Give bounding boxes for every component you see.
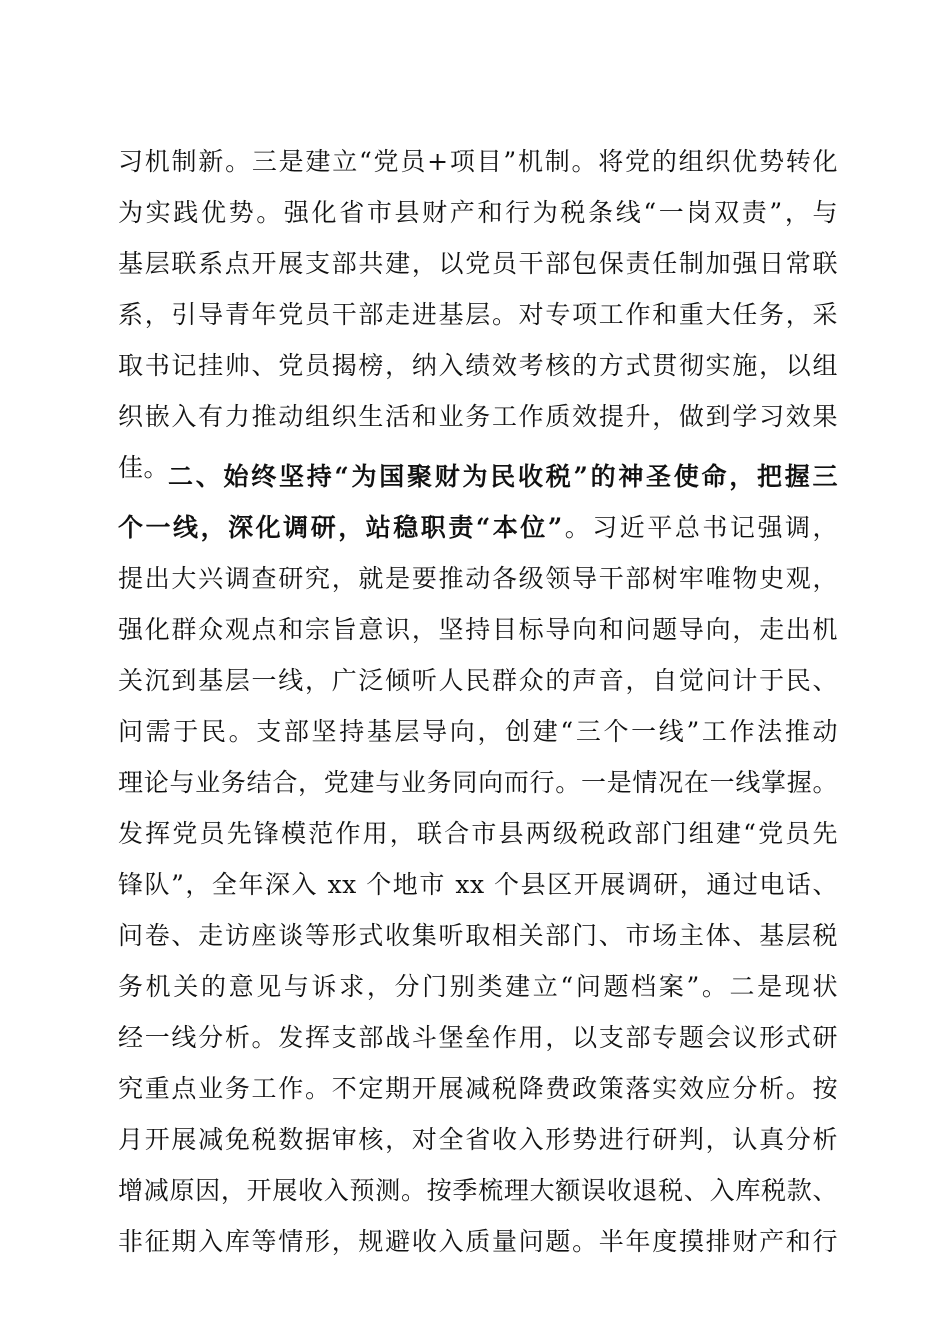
text-line: 问卷、走访座谈等形式收集听取相关部门、市场主体、基层税 bbox=[118, 921, 838, 950]
text-line: 理论与业务结合，党建与业务同向而行。一是情况在一线掌握。 bbox=[118, 768, 838, 797]
paragraph-1 bbox=[118, 136, 838, 493]
text-line: 取书记挂帅、党员揭榜，纳入绩效考核的方式贯彻实施，以组 bbox=[118, 351, 838, 380]
section-heading-end: 个一线，深化调研，站稳职责“本位” bbox=[118, 513, 563, 542]
paragraph-2 bbox=[118, 451, 838, 1267]
text-line: 为实践优势。强化省市县财产和行为税条线“一岗双责”，与 bbox=[118, 198, 838, 227]
text-line: 系，引导青年党员干部走进基层。对专项工作和重大任务，采 bbox=[118, 300, 838, 329]
text-line: 问需于民。支部坚持基层导向，创建“三个一线”工作法推动 bbox=[118, 717, 838, 746]
text-line: 月开展减免税数据审核，对全省收入形势进行研判，认真分析 bbox=[118, 1125, 838, 1154]
text-line: 务机关的意见与诉求，分门别类建立“问题档案”。二是现状 bbox=[118, 972, 838, 1001]
section-heading: 二、始终坚持“为国聚财为民收税”的神圣使命，把握三 bbox=[168, 462, 838, 491]
text-line: 锋队”，全年深入 xx 个地市 xx 个县区开展调研，通过电话、 bbox=[118, 870, 838, 899]
text-line: 关沉到基层一线，广泛倾听人民群众的声音，自觉问计于民、 bbox=[118, 666, 838, 695]
text-line: 发挥党员先锋模范作用，联合市县两级税政部门组建“党员先 bbox=[118, 819, 838, 848]
text-segment: 。习近平总书记强调， bbox=[562, 513, 838, 542]
text-line: 强化群众观点和宗旨意识，坚持目标导向和问题导向，走出机 bbox=[118, 615, 838, 644]
text-line: 增减原因，开展收入预测。按季梳理大额误收退税、入库税款、 bbox=[118, 1176, 838, 1205]
text-line: 佳。 bbox=[118, 453, 170, 482]
text-line: 提出大兴调查研究，就是要推动各级领导干部树牢唯物史观， bbox=[118, 564, 838, 593]
text-line: 织嵌入有力推动组织生活和业务工作质效提升，做到学习效果 bbox=[118, 402, 838, 431]
text-line: 究重点业务工作。不定期开展减税降费政策落实效应分析。按 bbox=[118, 1074, 838, 1103]
text-line: 基层联系点开展支部共建，以党员干部包保责任制加强日常联 bbox=[118, 249, 838, 278]
section-heading-continuation bbox=[118, 502, 838, 553]
text-line: 非征期入库等情形，规避收入质量问题。半年度摸排财产和行 bbox=[118, 1227, 838, 1256]
text-line: 经一线分析。发挥支部战斗堡垒作用，以支部专题会议形式研 bbox=[118, 1023, 838, 1052]
text-line: 习机制新。三是建立“党员+项目”机制。将党的组织优势转化 bbox=[118, 147, 838, 176]
